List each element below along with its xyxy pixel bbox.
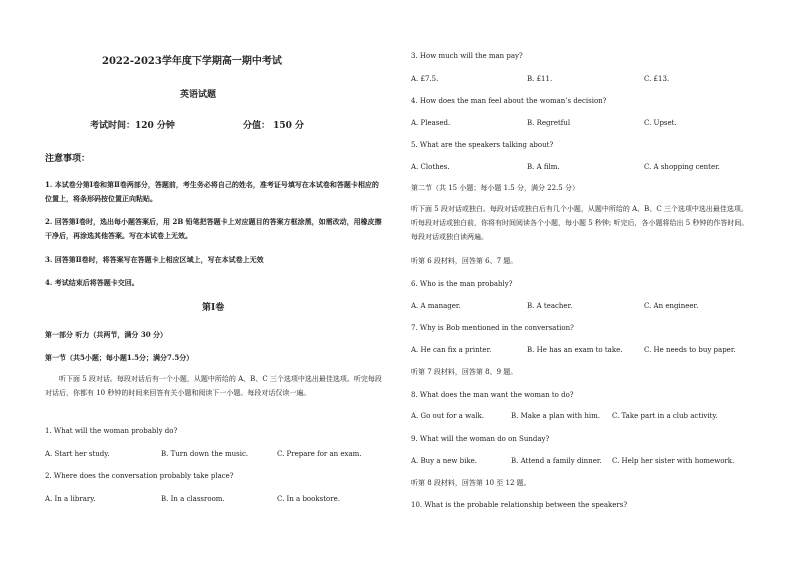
q3-option-b: B. £11. [527, 75, 553, 83]
q6-option-b: B. A teacher. [527, 302, 573, 310]
q1-option-a: A. Start her study. [45, 450, 110, 458]
q7-option-c: C. He needs to buy paper. [644, 346, 736, 354]
q8-option-b: B. Make a plan with him. [511, 412, 600, 420]
q2-option-a: A. In a library. [45, 495, 96, 503]
q9-option-c: C. Help her sister with homework. [612, 457, 735, 465]
section-2-title: 第二节（共 15 小题；每小题 1.5 分，满分 22.5 分） [411, 184, 579, 192]
section-1-title: 第一部分 听力（共两节，满分 30 分） [45, 330, 168, 339]
material-6-label: 听第 6 段材料，回答第 6、7 题。 [411, 257, 518, 265]
q3-option-c: C. £13. [644, 75, 670, 83]
notice-title: 注意事项： [45, 154, 91, 164]
q2-option-b: B. In a classroom. [161, 495, 225, 503]
q5-option-b: B. A film. [527, 163, 560, 171]
question-8: 8. What does the man want the woman to do? [411, 391, 574, 399]
q5-option-a: A. Clothes. [411, 163, 450, 171]
q4-option-c: C. Upset. [644, 119, 677, 127]
part-title: 第Ⅰ卷 [202, 303, 225, 313]
question-2: 2. Where does the conversation probably take place? [45, 472, 234, 480]
material-7-label: 听第 7 段材料，回答第 8、9 题。 [411, 368, 518, 376]
exam-title: 2022-2023学年度下学期高一期中考试 [102, 56, 282, 67]
question-5: 5. What are the speakers talking about? [411, 141, 554, 149]
exam-score: 分值： 150 分 [243, 121, 305, 131]
q9-option-a: A. Buy a new bike. [411, 457, 477, 465]
q9-option-b: B. Attend a family dinner. [511, 457, 602, 465]
question-9: 9. What will the woman do on Sunday? [411, 435, 550, 443]
question-1: 1. What will the woman probably do? [45, 427, 178, 435]
q6-option-a: A. A manager. [411, 302, 461, 310]
exam-time: 考试时间：120 分钟 [90, 121, 175, 131]
listening-instructions: 听下面 5 段对话。每段对话后有一个小题，从题中所给的 A、B、C 三个选项中选出最佳选项。听完每段对话后，你都有 10 秒钟的时间来回答有关小题和阅读下一小题。每段对话仅读一遍。 [45, 375, 382, 397]
q7-option-a: A. He can fix a printer. [411, 346, 492, 354]
q6-option-c: C. An engineer. [644, 302, 699, 310]
question-7: 7. Why is Bob mentioned in the conversation? [411, 324, 574, 332]
notice-2: 2. 回答第Ⅰ卷时，选出每小题答案后，用 2B 铅笔把答题卡上对应题目的答案方框涂黑，如需改动，用橡皮擦干净后，再涂选其他答案。写在本试卷上无效。 [45, 217, 382, 240]
subject-title: 英语试题 [180, 90, 217, 100]
material-8-label: 听第 8 段材料，回答第 10 至 12 题。 [411, 479, 531, 487]
section-2-instructions: 听下面 5 段对话或独白。每段对话或独白后有几个小题，从题中所给的 A、B、C 三个选项中选出最佳选项。听每段对话或独白前，你将有时间阅读各个小题，每小题 5 秒钟; 听完后，各小题将给出 5 秒钟的作答时间。每段对话或独白读两遍。 [411, 205, 749, 241]
q4-option-b: B. Regretful [527, 119, 571, 127]
q7-option-b: B. He has an exam to take. [527, 346, 623, 354]
q1-option-b: B. Turn down the music. [161, 450, 249, 458]
section-1-1-title: 第一节（共5小题；每小题1.5分；满分7.5分） [45, 353, 194, 362]
q4-option-a: A. Pleased. [411, 119, 451, 127]
q8-option-a: A. Go out for a walk. [411, 412, 484, 420]
question-3: 3. How much will the man pay? [411, 52, 523, 60]
q8-option-c: C. Take part in a club activity. [612, 412, 718, 420]
question-6: 6. Who is the man probably? [411, 280, 513, 288]
question-4: 4. How does the man feel about the woman’s decision? [411, 97, 607, 105]
q5-option-c: C. A shopping center. [644, 163, 720, 171]
notice-3: 3. 回答第Ⅱ卷时，将答案写在答题卡上相应区域上，写在本试卷上无效 [45, 255, 264, 264]
q2-option-c: C. In a bookstore. [277, 495, 340, 503]
notice-4: 4. 考试结束后将答题卡交回。 [45, 278, 139, 287]
q3-option-a: A. £7.5. [411, 75, 439, 83]
question-10: 10. What is the probable relationship between the speakers? [411, 501, 628, 509]
notice-1: 1. 本试卷分第Ⅰ卷和第Ⅱ卷两部分，答题前，考生务必将自己的姓名，准考证号填写在本试卷和答题卡相应的位置上，将条形码按位置正向粘贴。 [45, 180, 379, 203]
q1-option-c: C. Prepare for an exam. [277, 450, 362, 458]
